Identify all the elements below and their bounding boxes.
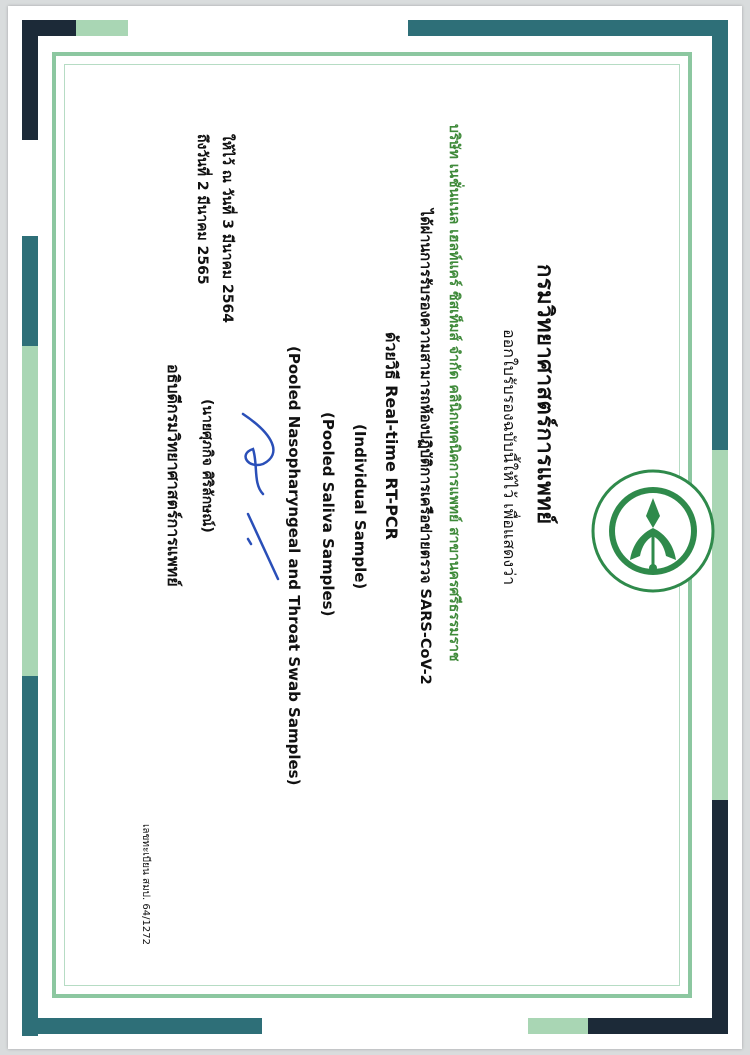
signer-role: อธิบดีกรมวิทยาศาสตร์การแพทย์ [164, 364, 183, 587]
sample-type-swab: (Pooled Nasopharyngeal and Throat Swab Samples) [285, 346, 303, 786]
accreditation-line: ได้ผ่านการรับรองความสามารถห้องปฏิบัติการเครือข่ายตรวจ SARS-CoV-2 [417, 209, 433, 685]
registration-number: เลขทะเบียน สมป. 64/1272 [140, 824, 151, 945]
certificate-title: กรมวิทยาศาสตร์การแพทย์ [532, 264, 558, 525]
certificate-sheet [8, 6, 742, 1049]
signature-icon [213, 394, 293, 594]
certificate-content [113, 94, 633, 974]
company-name: บริษัท เนชั่นแนล เฮลท์แคร์ ซิสเท็มส์ จำกัด คลินิกเทคนิคการแพทย์ สาขานครศรีธรรมราช [446, 124, 462, 662]
bottom-bar-right [588, 1018, 728, 1034]
method-line: ด้วยวิธี Real-time RT-PCR [382, 332, 401, 540]
expiry-date: ถึงวันที่ 2 มีนาคม 2565 [194, 134, 210, 285]
side-bar-right-bottom [712, 800, 728, 1034]
issue-date: ให้ไว้ ณ วันที่ 3 มีนาคม 2564 [219, 134, 235, 323]
side-bar-left-teal [22, 236, 38, 346]
sample-type-individual: (Individual Sample) [351, 424, 369, 590]
certificate-subtitle: ออกใบรับรองฉบับนี้ให้ไว้ เพื่อแสดงว่า [500, 329, 519, 586]
sample-type-saliva: (Pooled Saliva Samples) [319, 412, 337, 617]
bottom-bar-left [22, 1018, 262, 1034]
corner-bar-top-left-mint [76, 20, 128, 36]
top-bar-right [408, 20, 728, 36]
signer-name: (นายศุภกิจ ศิริลักษณ์) [199, 399, 215, 533]
side-bar-left-mint [22, 346, 38, 676]
side-bar-right-top [712, 20, 728, 450]
side-bar-left-bottom [22, 676, 38, 1036]
bottom-bar-mid [528, 1018, 588, 1034]
side-bar-left-top [22, 20, 38, 140]
